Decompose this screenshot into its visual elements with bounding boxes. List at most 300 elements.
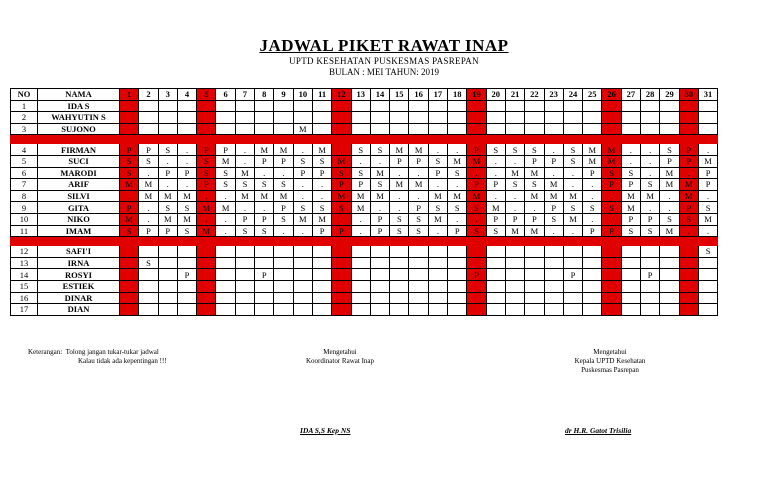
shift-cell: [255, 292, 274, 304]
shift-cell: [679, 304, 698, 316]
shift-cell: P: [505, 213, 524, 225]
shift-cell: M: [505, 167, 524, 179]
shift-cell: [390, 257, 409, 269]
shift-cell: [525, 292, 544, 304]
shift-cell: P: [255, 213, 274, 225]
shift-cell: P: [621, 179, 640, 191]
shift-cell: .: [486, 167, 505, 179]
shift-cell: [525, 112, 544, 124]
day-header: 1: [120, 89, 139, 101]
shift-cell: [390, 246, 409, 258]
shift-cell: S: [525, 144, 544, 156]
shift-cell: [448, 100, 467, 112]
shift-cell: [139, 100, 158, 112]
shift-cell: [390, 280, 409, 292]
shift-cell: S: [525, 179, 544, 191]
shift-cell: [158, 123, 177, 135]
shift-cell: M: [525, 167, 544, 179]
shift-cell: [563, 257, 582, 269]
shift-cell: [293, 246, 312, 258]
shift-cell: .: [448, 144, 467, 156]
shift-cell: [332, 257, 351, 269]
shift-cell: [158, 246, 177, 258]
staff-row: [11, 246, 718, 258]
shift-cell: S: [293, 155, 312, 167]
shift-cell: P: [390, 155, 409, 167]
note-block: [28, 348, 167, 366]
shift-cell: [120, 304, 139, 316]
day-header: 2: [139, 89, 158, 101]
separator-cell: [11, 237, 718, 246]
shift-cell: .: [274, 167, 293, 179]
shift-cell: S: [641, 225, 660, 237]
shift-cell: P: [448, 225, 467, 237]
shift-cell: [698, 123, 717, 135]
shift-cell: .: [312, 179, 331, 191]
shift-cell: [486, 292, 505, 304]
shift-cell: S: [660, 144, 679, 156]
staff-row: [11, 202, 718, 214]
shift-cell: [544, 246, 563, 258]
shift-cell: [544, 269, 563, 281]
shift-cell: P: [120, 202, 139, 214]
shift-cell: [390, 304, 409, 316]
day-header: 8: [255, 89, 274, 101]
shift-cell: [679, 112, 698, 124]
shift-cell: S: [158, 202, 177, 214]
shift-cell: [486, 269, 505, 281]
shift-cell: [139, 304, 158, 316]
shift-cell: [602, 112, 621, 124]
shift-cell: [216, 304, 235, 316]
shift-cell: M: [698, 213, 717, 225]
shift-cell: [525, 257, 544, 269]
shift-cell: [641, 246, 660, 258]
shift-cell: S: [486, 225, 505, 237]
shift-cell: [428, 269, 447, 281]
coordinator-line-2: Koordinator Rawat Inap: [305, 357, 375, 365]
shift-cell: .: [641, 144, 660, 156]
shift-cell: M: [505, 225, 524, 237]
shift-cell: [428, 123, 447, 135]
shift-cell: S: [409, 213, 428, 225]
shift-cell: M: [274, 190, 293, 202]
shift-cell: [448, 304, 467, 316]
shift-cell: [563, 280, 582, 292]
shift-cell: [235, 257, 254, 269]
staff-row: [11, 292, 718, 304]
day-header: 22: [525, 89, 544, 101]
shift-cell: [312, 269, 331, 281]
shift-cell: [139, 280, 158, 292]
shift-cell: .: [293, 225, 312, 237]
shift-cell: M: [583, 144, 602, 156]
shift-cell: M: [448, 190, 467, 202]
day-header: 9: [274, 89, 293, 101]
shift-cell: [370, 304, 389, 316]
shift-cell: M: [467, 155, 486, 167]
shift-cell: [216, 123, 235, 135]
shift-cell: [544, 280, 563, 292]
shift-cell: .: [370, 202, 389, 214]
staff-row: [11, 179, 718, 191]
shift-cell: M: [197, 202, 216, 214]
staff-name: FIRMAN: [38, 144, 120, 156]
shift-cell: [602, 292, 621, 304]
shift-cell: S: [255, 225, 274, 237]
shift-cell: [255, 112, 274, 124]
shift-cell: [583, 112, 602, 124]
shift-cell: [120, 257, 139, 269]
shift-cell: [563, 112, 582, 124]
header-nama: NAMA: [38, 89, 120, 101]
subtitle-period: BULAN : MEI TAHUN: 2019: [328, 67, 440, 77]
shift-cell: [120, 280, 139, 292]
shift-cell: S: [255, 179, 274, 191]
shift-cell: S: [621, 225, 640, 237]
shift-cell: [621, 304, 640, 316]
shift-cell: [467, 292, 486, 304]
row-number: 11: [11, 225, 38, 237]
shift-cell: [660, 257, 679, 269]
shift-cell: [293, 304, 312, 316]
day-header: 3: [158, 89, 177, 101]
staff-name: IRNA: [38, 257, 120, 269]
staff-row: [11, 269, 718, 281]
day-header: 30: [679, 89, 698, 101]
shift-cell: [409, 123, 428, 135]
shift-cell: [660, 280, 679, 292]
shift-cell: [312, 304, 331, 316]
shift-cell: [332, 304, 351, 316]
shift-cell: [486, 280, 505, 292]
shift-cell: [197, 269, 216, 281]
shift-cell: [139, 112, 158, 124]
shift-cell: [351, 292, 370, 304]
shift-cell: P: [235, 213, 254, 225]
shift-cell: [216, 257, 235, 269]
note-label: Keterangan:: [28, 348, 63, 356]
shift-cell: M: [621, 190, 640, 202]
shift-cell: [158, 100, 177, 112]
shift-cell: P: [409, 202, 428, 214]
shift-cell: [235, 269, 254, 281]
shift-cell: [602, 257, 621, 269]
shift-cell: .: [621, 144, 640, 156]
shift-cell: .: [177, 144, 196, 156]
shift-cell: P: [563, 269, 582, 281]
shift-cell: .: [293, 179, 312, 191]
shift-cell: [583, 269, 602, 281]
shift-cell: [370, 280, 389, 292]
shift-cell: P: [486, 213, 505, 225]
shift-cell: M: [525, 225, 544, 237]
shift-cell: M: [409, 144, 428, 156]
shift-cell: [505, 280, 524, 292]
shift-cell: [158, 257, 177, 269]
shift-cell: [583, 257, 602, 269]
day-header: 13: [351, 89, 370, 101]
shift-cell: S: [370, 144, 389, 156]
staff-row: [11, 144, 718, 156]
shift-cell: P: [660, 155, 679, 167]
shift-cell: P: [486, 179, 505, 191]
shift-cell: [544, 123, 563, 135]
shift-cell: [409, 100, 428, 112]
shift-cell: P: [641, 269, 660, 281]
shift-cell: [448, 257, 467, 269]
shift-cell: [467, 304, 486, 316]
day-header: 19: [467, 89, 486, 101]
shift-cell: [197, 246, 216, 258]
shift-cell: P: [139, 144, 158, 156]
shift-cell: P: [525, 155, 544, 167]
shift-cell: S: [390, 225, 409, 237]
shift-cell: M: [390, 179, 409, 191]
day-header: 26: [602, 89, 621, 101]
shift-cell: [660, 123, 679, 135]
shift-cell: [505, 246, 524, 258]
shift-cell: [197, 280, 216, 292]
shift-cell: [158, 292, 177, 304]
shift-cell: [370, 112, 389, 124]
staff-row: [11, 190, 718, 202]
shift-cell: [698, 269, 717, 281]
shift-cell: .: [583, 213, 602, 225]
row-number: 14: [11, 269, 38, 281]
shift-cell: [216, 246, 235, 258]
staff-name: WAHYUTIN S: [38, 112, 120, 124]
schedule-table: [10, 88, 718, 316]
shift-cell: [583, 100, 602, 112]
shift-cell: [660, 246, 679, 258]
shift-cell: .: [602, 190, 621, 202]
shift-cell: [698, 304, 717, 316]
shift-cell: .: [544, 225, 563, 237]
shift-cell: [235, 112, 254, 124]
day-header: 18: [448, 89, 467, 101]
day-header: 17: [428, 89, 447, 101]
shift-cell: M: [120, 213, 139, 225]
shift-cell: P: [255, 269, 274, 281]
shift-cell: .: [235, 202, 254, 214]
shift-cell: M: [641, 190, 660, 202]
shift-cell: [660, 304, 679, 316]
shift-cell: [621, 123, 640, 135]
shift-cell: [158, 269, 177, 281]
shift-cell: .: [602, 213, 621, 225]
shift-cell: M: [602, 155, 621, 167]
shift-cell: M: [255, 144, 274, 156]
separator-cell: [11, 135, 718, 144]
shift-cell: [312, 257, 331, 269]
shift-cell: M: [235, 167, 254, 179]
shift-cell: M: [120, 179, 139, 191]
head-line-1: Mengetahui: [593, 348, 627, 356]
shift-cell: P: [679, 144, 698, 156]
shift-cell: M: [177, 213, 196, 225]
staff-row: [11, 213, 718, 225]
shift-cell: S: [467, 225, 486, 237]
shift-cell: S: [544, 213, 563, 225]
staff-row: [11, 257, 718, 269]
shift-cell: [255, 257, 274, 269]
shift-cell: S: [120, 155, 139, 167]
shift-cell: M: [293, 123, 312, 135]
day-header: 21: [505, 89, 524, 101]
staff-row: [11, 225, 718, 237]
shift-cell: P: [177, 269, 196, 281]
shift-cell: [525, 123, 544, 135]
shift-cell: [698, 257, 717, 269]
shift-cell: [641, 292, 660, 304]
shift-cell: [120, 246, 139, 258]
shift-cell: S: [177, 202, 196, 214]
shift-cell: [602, 246, 621, 258]
shift-cell: S: [197, 155, 216, 167]
signature-coordinator: IDA S,S Kep NS: [300, 426, 351, 435]
shift-cell: [448, 292, 467, 304]
shift-cell: M: [139, 190, 158, 202]
shift-cell: P: [409, 155, 428, 167]
shift-cell: P: [583, 225, 602, 237]
shift-cell: [139, 292, 158, 304]
shift-cell: [390, 292, 409, 304]
shift-cell: .: [621, 155, 640, 167]
shift-cell: .: [583, 179, 602, 191]
shift-cell: [679, 280, 698, 292]
shift-cell: S: [448, 202, 467, 214]
shift-cell: [428, 257, 447, 269]
shift-cell: P: [428, 167, 447, 179]
shift-cell: [544, 112, 563, 124]
shift-cell: .: [177, 179, 196, 191]
shift-cell: [177, 257, 196, 269]
shift-cell: M: [293, 213, 312, 225]
shift-cell: .: [660, 190, 679, 202]
row-number: 4: [11, 144, 38, 156]
shift-cell: .: [351, 213, 370, 225]
shift-cell: S: [274, 179, 293, 191]
shift-cell: .: [197, 213, 216, 225]
shift-cell: [505, 304, 524, 316]
day-header: 6: [216, 89, 235, 101]
staff-name: SUCI: [38, 155, 120, 167]
note-line-2: Kalau tidak ada kepentingan !!!: [78, 357, 167, 365]
shift-cell: .: [293, 190, 312, 202]
shift-cell: .: [486, 190, 505, 202]
shift-cell: [448, 123, 467, 135]
shift-cell: M: [679, 179, 698, 191]
shift-cell: [621, 280, 640, 292]
row-number: 8: [11, 190, 38, 202]
staff-name: ARIF: [38, 179, 120, 191]
staff-row: [11, 112, 718, 124]
shift-cell: S: [120, 167, 139, 179]
shift-cell: [428, 112, 447, 124]
shift-cell: .: [370, 155, 389, 167]
shift-cell: S: [390, 213, 409, 225]
shift-cell: [255, 100, 274, 112]
day-header: 31: [698, 89, 717, 101]
shift-cell: [177, 246, 196, 258]
shift-cell: [177, 304, 196, 316]
shift-cell: P: [602, 179, 621, 191]
shift-cell: [274, 292, 293, 304]
shift-cell: [621, 269, 640, 281]
shift-cell: M: [602, 144, 621, 156]
note-line-1: Tolong jangan tukar-tukar jadwal: [65, 348, 159, 356]
shift-cell: [351, 280, 370, 292]
shift-cell: S: [139, 155, 158, 167]
shift-cell: M: [216, 202, 235, 214]
shift-cell: M: [370, 167, 389, 179]
shift-cell: [563, 100, 582, 112]
shift-cell: [698, 100, 717, 112]
shift-cell: .: [139, 213, 158, 225]
shift-cell: P: [544, 155, 563, 167]
shift-cell: .: [563, 179, 582, 191]
shift-cell: [621, 246, 640, 258]
staff-name: GITA: [38, 202, 120, 214]
shift-cell: [641, 123, 660, 135]
separator-row: [11, 237, 718, 246]
shift-cell: [139, 123, 158, 135]
shift-cell: [486, 112, 505, 124]
shift-cell: .: [216, 225, 235, 237]
shift-cell: .: [679, 167, 698, 179]
shift-cell: [312, 246, 331, 258]
shift-cell: [602, 304, 621, 316]
shift-cell: [139, 246, 158, 258]
shift-cell: [679, 100, 698, 112]
shift-cell: [621, 112, 640, 124]
shift-cell: S: [563, 202, 582, 214]
shift-cell: [505, 112, 524, 124]
shift-cell: [255, 280, 274, 292]
shift-cell: [120, 112, 139, 124]
shift-cell: .: [698, 225, 717, 237]
shift-cell: [197, 123, 216, 135]
shift-cell: .: [235, 144, 254, 156]
shift-cell: [583, 292, 602, 304]
shift-cell: P: [197, 144, 216, 156]
day-header: 27: [621, 89, 640, 101]
shift-cell: S: [563, 144, 582, 156]
shift-cell: [235, 280, 254, 292]
shift-cell: [235, 246, 254, 258]
shift-cell: [216, 269, 235, 281]
shift-cell: M: [216, 155, 235, 167]
head-line-2: Kepala UPTD Kesehatan: [574, 357, 646, 365]
shift-cell: [274, 257, 293, 269]
row-number: 10: [11, 213, 38, 225]
shift-cell: P: [641, 213, 660, 225]
shift-cell: [505, 292, 524, 304]
shift-cell: .: [505, 202, 524, 214]
shift-cell: [448, 269, 467, 281]
shift-cell: [351, 304, 370, 316]
staff-row: [11, 304, 718, 316]
shift-cell: S: [698, 202, 717, 214]
shift-cell: .: [698, 144, 717, 156]
shift-cell: P: [602, 225, 621, 237]
shift-cell: .: [332, 144, 351, 156]
shift-cell: [312, 112, 331, 124]
shift-cell: .: [467, 167, 486, 179]
shift-cell: [583, 304, 602, 316]
shift-cell: .: [139, 202, 158, 214]
